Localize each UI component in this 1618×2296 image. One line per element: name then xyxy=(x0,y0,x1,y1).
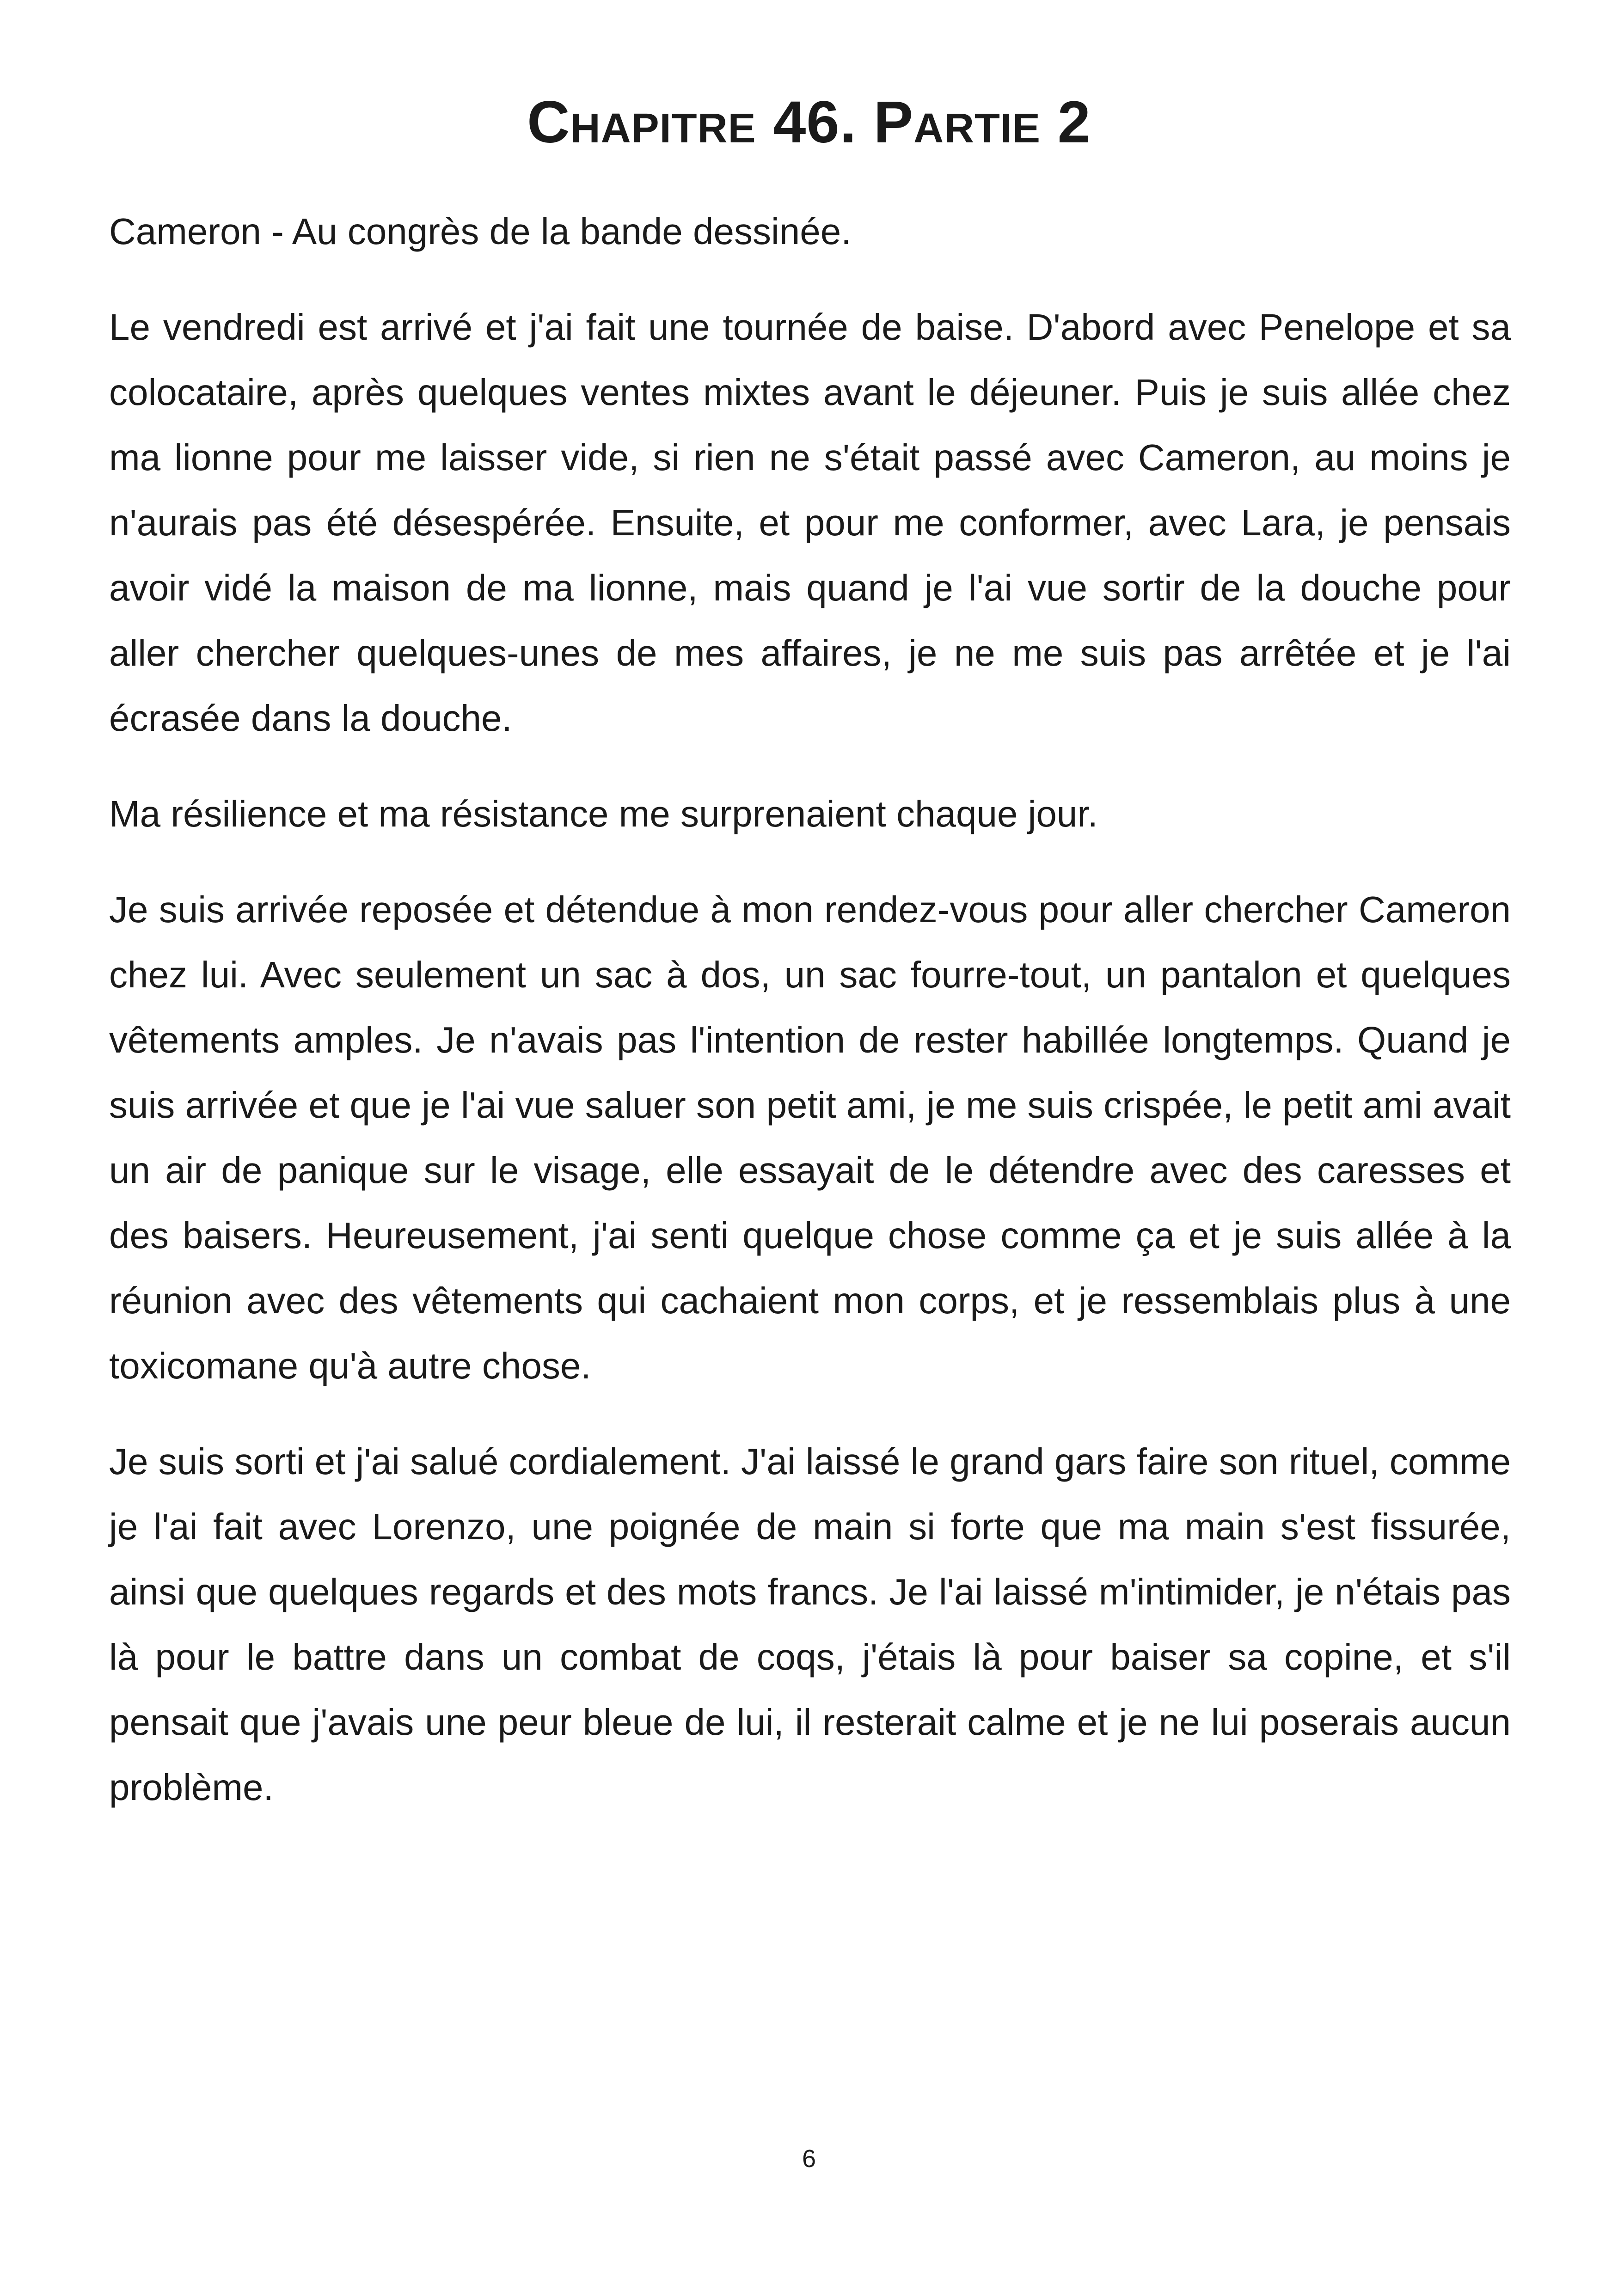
body-text xyxy=(109,199,1511,1850)
paragraph: Je suis sorti et j'ai salué cordialement. J'ai laissé le grand gars faire son rituel, comme je l'ai fait avec Lorenzo, une poignée de main si forte que ma main s'est fissurée, ainsi que quelques regards et des mots francs. Je l'ai laissé m'intimider, je n'étais pas là pour le battre dans un combat de coqs, j'étais là pour baiser sa copine, et s'il pensait que j'avais une peur bleue de lui, il resterait calme et je ne lui poserais aucun problème. xyxy=(109,1441,1511,1808)
paragraph: Le vendredi est arrivé et j'ai fait une tournée de baise. D'abord avec Penelope et sa colocataire, après quelques ventes mixtes avant le déjeuner. Puis je suis allée chez ma lionne pour me laisser vide, si rien ne s'était passé avec Cameron, au moins je n'aurais pas été désespérée. Ensuite, et pour me conformer, avec Lara, je pensais avoir vidé la maison de ma lionne, mais quand je l'ai vue sortir de la douche pour aller chercher quelques-unes de mes affaires, je ne me suis pas arrêtée et je l'ai écrasée dans la douche. xyxy=(109,306,1511,739)
paragraph: Je suis arrivée reposée et détendue à mon rendez-vous pour aller chercher Cameron chez lui. Avec seulement un sac à dos, un sac fourre-tout, un pantalon et quelques vêtements amples. Je n'avais pas l'intention de rester habillée longtemps. Quand je suis arrivée et que je l'ai vue saluer son petit ami, je me suis crispée, le petit ami avait un air de panique sur le visage, elle essayait de le détendre avec des caresses et des baisers. Heureusement, j'ai senti quelque chose comme ça et je suis allée à la réunion avec des vêtements qui cachaient mon corps, et je ressemblais plus à une toxicomane qu'à autre chose. xyxy=(109,889,1511,1386)
paragraph: Ma résilience et ma résistance me surprenaient chaque jour. xyxy=(109,793,1098,834)
chapter-title: Chapitre 46. Partie 2 xyxy=(527,89,1091,155)
paragraph-section-heading: Cameron - Au congrès de la bande dessinée. xyxy=(109,211,852,252)
page-number: 6 xyxy=(802,2145,816,2173)
